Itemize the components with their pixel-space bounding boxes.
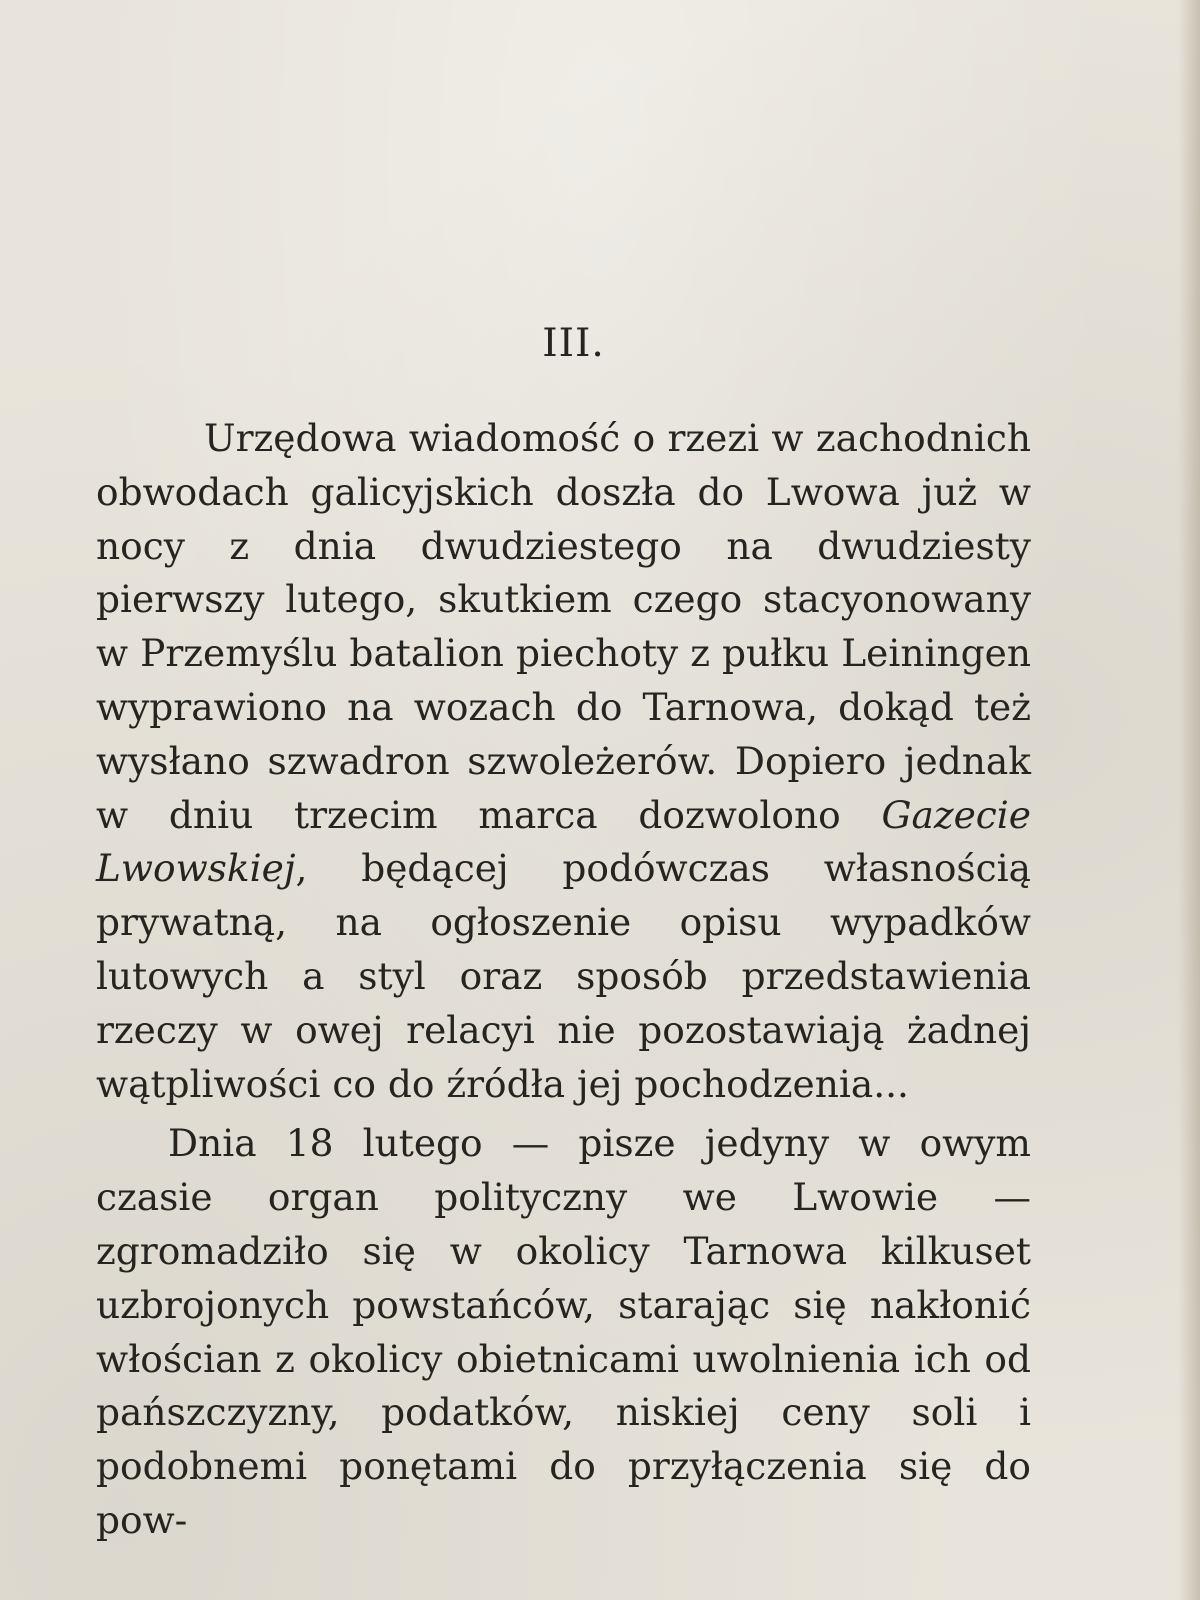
paragraph-2 (96, 1117, 1031, 1547)
paragraph-2-text: Dnia 18 lutego — pisze jedyny w owym czasie organ polityczny we Lwowie — zgromadziło się w okolicy Tarnowa kilkuset uzbrojonych powstańców, starając się nakłonić włościan z okolicy obietnicami uwolnienia ich od pańszczyzny, podatków, niskiej ceny soli i podobnemi ponętami do przyłączenia się do pow- (96, 1121, 1031, 1542)
chapter-heading: III. (542, 321, 605, 366)
page-text-block (96, 318, 1031, 1548)
page-edge-shadow (1178, 0, 1200, 1600)
newspaper-title-italic: Gazecie Lwowskiej (96, 792, 1031, 891)
paragraph-1 (96, 412, 1031, 1111)
paragraph-1-text-part-2: , będącej podówczas własnością prywatną, na ogłoszenie opisu wypadków lutowych a styl oraz sposób przedstawienia rzeczy w owej relacyi nie pozostawiają żadnej wątpliwości co do źródła jej pochodzenia... (96, 846, 1031, 1106)
paragraph-1-text-part-1: Urzędowa wiadomość o rzezi w zachodnich obwodach galicyjskich doszła do Lwowa już w nocy z dnia dwudziestego na dwudziesty pierwszy lutego, skutkiem czego stacyonowany w Przemyślu batalion piechoty z pułku Leiningen wyprawiono na wozach do Tarnowa, dokąd też wysłano szwadron szwoleżerów. Dopiero jednak w dniu trzecim marca dozwolono (96, 416, 1031, 837)
